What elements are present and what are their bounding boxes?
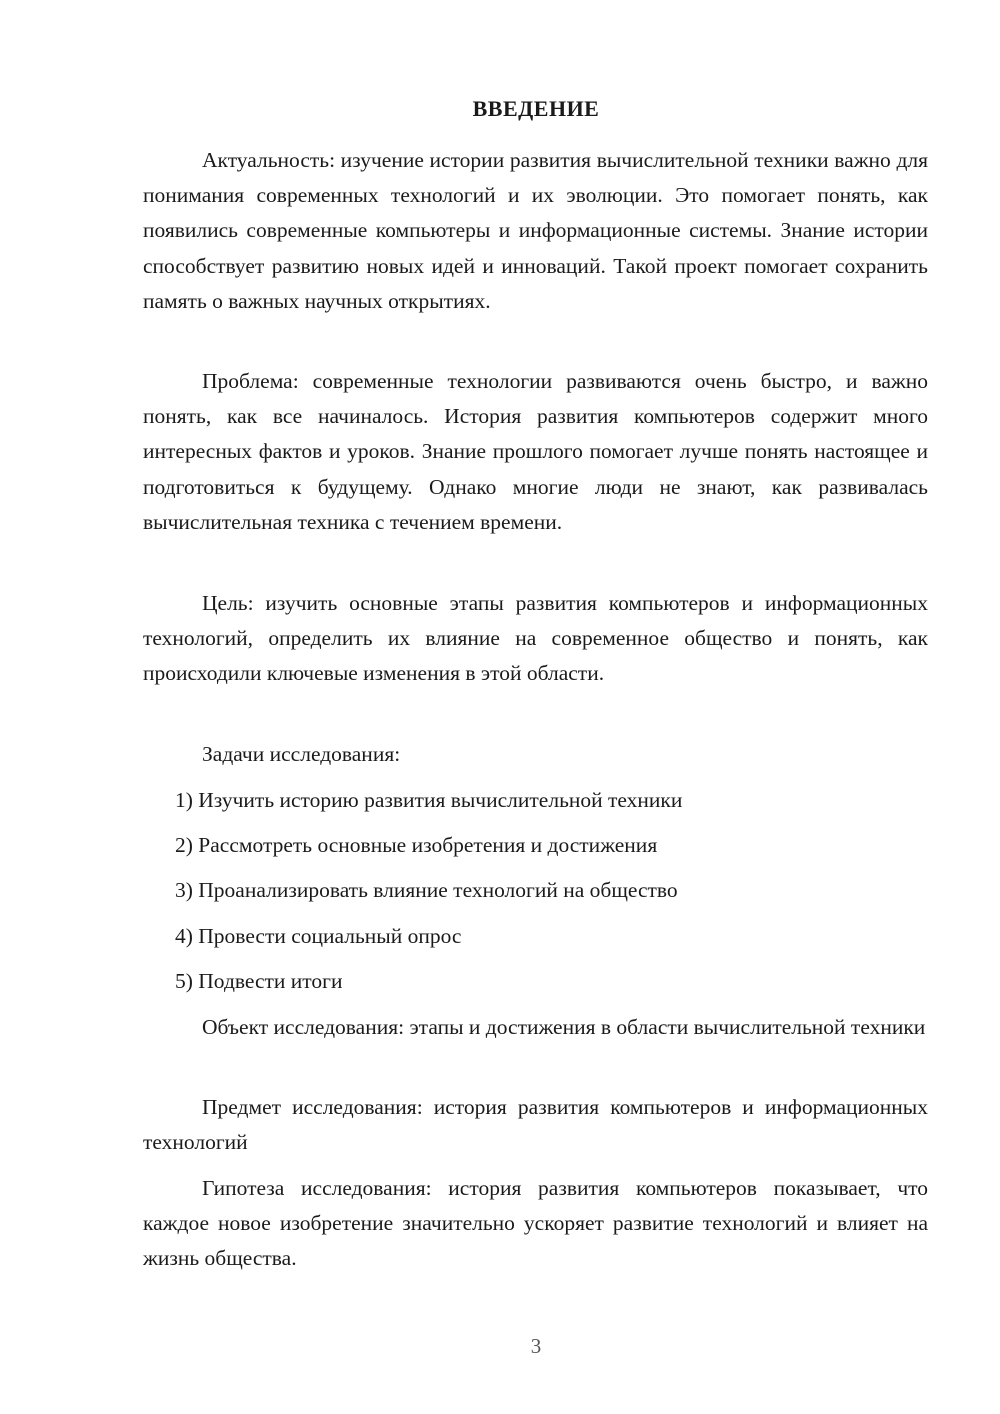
problem-paragraph bbox=[143, 364, 928, 540]
object-paragraph bbox=[143, 1010, 928, 1045]
problem-text: Проблема: современные технологии развиваются очень быстро, и важно понять, как все начиналось. История развития компьютеров содержит много интересных фактов и уроков. Знание прошлого помогает лучше понять настоящее и подготовиться к будущему. Однако многие люди не знают, как развивалась вычислительная техника с течением времени. bbox=[143, 369, 928, 534]
page-title: ВВЕДЕНИЕ bbox=[472, 96, 600, 121]
object-text: Объект исследования: этапы и достижения в области вычислительной техники bbox=[202, 1015, 926, 1039]
relevance-text: Актуальность: изучение истории развития вычислительной техники важно для понимания современных технологий и их эволюции. Это помогает понять, как появились современные компьютеры и информационные системы. Знание истории способствует развитию новых идей и инноваций. Такой проект помогает сохранить память о важных научных открытиях. bbox=[143, 148, 928, 313]
subject-text: Предмет исследования: история развития компьютеров и информационных технологий bbox=[143, 1095, 928, 1155]
hypothesis-paragraph bbox=[143, 1171, 928, 1277]
list-item: 2) Рассмотреть основные изобретения и достижения bbox=[175, 833, 658, 857]
goal-text: Цель: изучить основные этапы развития компьютеров и информационных технологий, определить их влияние на современное общество и понять, как происходили ключевые изменения в этой области. bbox=[143, 591, 928, 686]
subject-paragraph bbox=[143, 1090, 928, 1160]
page-number: 3 bbox=[530, 1334, 542, 1358]
list-item: 1) Изучить историю развития вычислительной техники bbox=[175, 788, 683, 812]
list-item: 3) Проанализировать влияние технологий на общество bbox=[175, 878, 678, 902]
list-item: 4) Провести социальный опрос bbox=[175, 924, 462, 948]
goal-paragraph bbox=[143, 586, 928, 692]
list-item: 5) Подвести итоги bbox=[175, 969, 343, 993]
tasks-heading: Задачи исследования: bbox=[202, 742, 401, 766]
relevance-paragraph bbox=[143, 143, 928, 319]
hypothesis-text: Гипотеза исследования: история развития компьютеров показывает, что каждое новое изобретение значительно ускоряет развитие технологий и влияет на жизнь общества. bbox=[143, 1176, 928, 1271]
